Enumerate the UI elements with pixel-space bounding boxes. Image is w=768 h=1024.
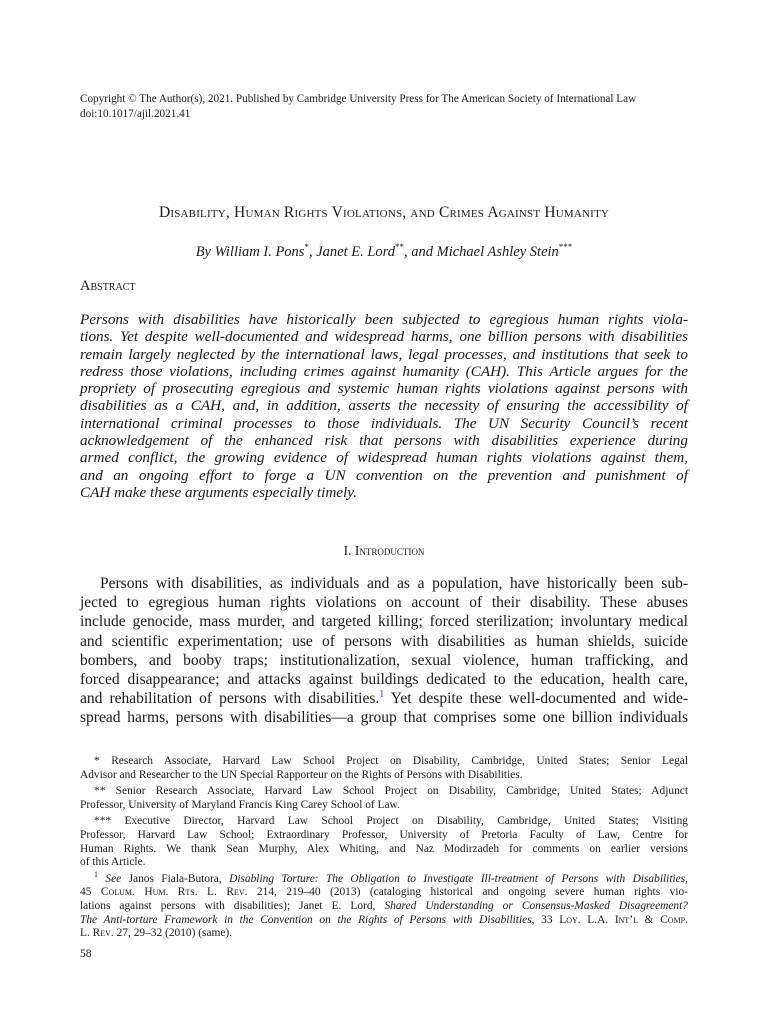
footnote-line: Professor, University of Maryland Francis King Carey School of Law. (80, 798, 400, 811)
journal-name: L. Rev. (80, 927, 114, 940)
author-prefix: By (195, 244, 215, 260)
doi-link[interactable]: doi:10.1017/ajil.2021.41 (80, 108, 191, 120)
footnote-line: ** Senior Research Associate, Harvard Law School Project on Disability, Cambridge, United States; Adjunct (94, 785, 688, 798)
abstract-line: international criminal processes to those individuals. The UN Security Council’s recent (80, 414, 688, 432)
abstract-line: tions. Yet despite well-documented and widespread harms, one billion persons with disabilities (80, 328, 688, 346)
abstract-line: CAH make these arguments especially timely. (80, 483, 357, 501)
author-separator: , (308, 244, 317, 260)
footnote-line: Professor, Harvard Law School; Extraordinary Professor, University of Pretoria Faculty of Law, Centre for (80, 828, 688, 841)
author-footnote-mark[interactable]: ** (395, 242, 405, 252)
author-name: Michael Ashley Stein (436, 244, 559, 260)
footnote-text: , (685, 872, 688, 885)
body-line: and scientific experimentation; use of persons with disabilities as human shields, suicide (80, 632, 688, 650)
footnote-line: Human Rights. We thank Sean Murphy, Alex Whiting, and Naz Modirzadeh for comments on earlier versions (80, 842, 688, 855)
section-body (80, 574, 688, 728)
footnote-text: 45 (80, 886, 101, 899)
body-line: forced disappearance; and attacks against buildings dedicated to the education, health care, (80, 671, 688, 689)
body-line (80, 689, 688, 708)
body-line-text: Yet despite these well-documented and wide- (384, 690, 688, 708)
body-line: include genocide, mass murder, and targeted killing; forced sterilization; involuntary medical (80, 613, 688, 631)
body-line-text: and rehabilitation of persons with disabilities. (80, 690, 380, 708)
section-heading: I. Introduction (343, 543, 425, 558)
footnote-text: 214, 219–40 (2013) (cataloging historical and ongoing severe human rights vio- (247, 886, 688, 899)
footnotes (80, 755, 688, 941)
footnote-line: of this Article. (80, 856, 146, 869)
journal-name: Colum. Hum. Rts. L. Rev. (100, 886, 248, 899)
copyright-line: Copyright © The Author(s), 2021. Published by Cambridge University Press for The American Society of International Law (80, 93, 637, 105)
abstract-line: Persons with disabilities have historically been subjected to egregious human rights viola- (80, 311, 688, 328)
footnote-ref-link[interactable]: 1 (379, 689, 385, 701)
footnote-line: Advisor and Researcher to the UN Special Rapporteur on the Rights of Persons with Disabilities. (80, 768, 523, 781)
footnote-text: , 33 (531, 913, 560, 926)
abstract-heading: Abstract (80, 278, 136, 294)
footnote-number: 1 (94, 869, 98, 879)
footnote-line (80, 927, 688, 941)
body-line: bombers, and booby traps; institutionalization, sexual violence, human trafficking, and (80, 651, 688, 669)
article-title: Disability, Human Rights Violations, and Crimes Against Humanity (158, 204, 610, 221)
author-footnote-mark[interactable]: * (304, 242, 309, 252)
abstract-line: acknowledgement of the enhanced risk that persons with disabilities experience during (80, 432, 688, 450)
abstract-line: disabilities as a CAH, and, in addition, asserts the necessity of ensuring the accessibility of (80, 397, 688, 415)
footnote-line (80, 900, 688, 914)
abstract-line: armed conflict, the growing evidence of widespread human rights violations against them, (80, 449, 688, 467)
footnote-line (80, 869, 688, 887)
footnote-line: *** Executive Director, Harvard Law School Project on Disability, Cambridge, United States; Visiting (94, 815, 688, 828)
author-separator: , and (404, 244, 437, 260)
footnote-line (80, 886, 688, 900)
footnote-text: 27, 29–32 (2010) (same). (113, 927, 233, 940)
page-number: 58 (80, 948, 92, 960)
body-line: spread harms, persons with disabilities—a group that comprises some one billion individuals (80, 709, 688, 727)
author-name: William I. Pons (214, 244, 305, 260)
abstract-line: remain largely neglected by the international laws, legal processes, and institutions that seek to (80, 345, 688, 363)
body-line: jected to egregious human rights violations on account of their disability. These abuses (80, 594, 688, 612)
footnote-text: Janos Fiala-Butora, (121, 872, 230, 885)
cited-title: Shared Understanding or Consensus-Masked Disagreement? (384, 899, 688, 912)
abstract-line: propriety of prosecuting egregious and systemic human rights violations against persons with (80, 380, 688, 398)
author-line (80, 244, 688, 261)
cited-title: Disabling Torture: The Obligation to Investigate Ill-treatment of Persons with Disabilities (229, 872, 686, 885)
footnote-line (80, 914, 688, 928)
footnote-signal: See (105, 872, 122, 885)
author-footnote-mark[interactable]: *** (558, 242, 573, 252)
footnote-line: * Research Associate, Harvard Law School Project on Disability, Cambridge, United States; Senior Legal (94, 755, 688, 767)
abstract-line: and an ongoing effort to forge a UN convention on the prevention and punishment of (80, 466, 688, 484)
body-line: Persons with disabilities, as individuals and as a population, have historically been sub- (100, 575, 688, 592)
abstract-line: redress those violations, including crimes against humanity (CAH). This Article argues for the (80, 362, 688, 380)
cited-title: The Anti-torture Framework in the Convention on the Rights of Persons with Disabilities (80, 913, 532, 926)
journal-name: Loy. L.A. Int’l & Comp. (559, 913, 688, 926)
abstract-body (80, 311, 688, 501)
author-name: Janet E. Lord (316, 244, 396, 260)
copyright-notice (80, 92, 700, 122)
footnote-text: lations against persons with disabilities); Janet E. Lord, (80, 899, 385, 912)
